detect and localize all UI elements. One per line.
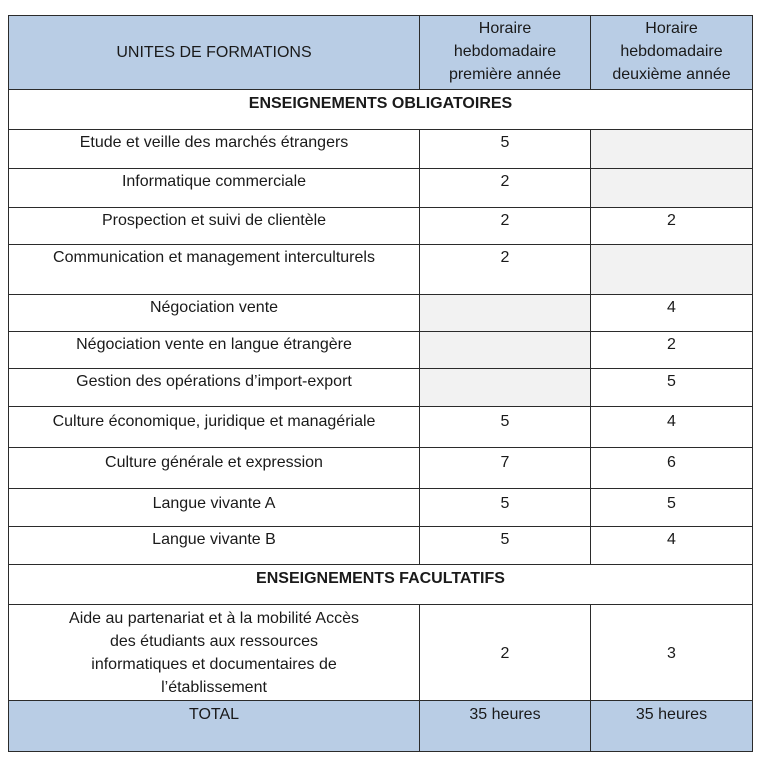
table-row [9,130,753,169]
table-row [9,245,753,295]
unit-name: Langue vivante B [9,527,420,565]
training-units-table [8,15,753,752]
table-row [9,605,753,701]
total-row [9,701,753,752]
year2-hours: 5 [591,369,753,407]
unit-name: Négociation vente [9,295,420,332]
unit-name: Culture économique, juridique et managériale [9,407,420,448]
section-title: ENSEIGNEMENTS OBLIGATOIRES [9,90,753,130]
table-row [9,369,753,407]
unit-name: Prospection et suivi de clientèle [9,208,420,245]
table-row [9,169,753,208]
table-row [9,489,753,527]
year1-hours-empty [420,332,591,369]
year1-hours: 2 [420,605,591,701]
year1-hours: 7 [420,448,591,489]
year2-hours: 4 [591,407,753,448]
total-year1: 35 heures [420,701,591,752]
section-row-optional [9,565,753,605]
year2-hours: 5 [591,489,753,527]
section-title: ENSEIGNEMENTS FACULTATIFS [9,565,753,605]
section-row-mandatory [9,90,753,130]
unit-name: Gestion des opérations d’import-export [9,369,420,407]
year1-hours: 2 [420,169,591,208]
year1-hours-empty [420,295,591,332]
year2-hours-empty [591,130,753,169]
year2-hours: 3 [591,605,753,701]
year1-hours: 5 [420,407,591,448]
table-row [9,208,753,245]
year1-header: Horaire hebdomadaire première année [420,16,591,90]
year2-hours: 2 [591,208,753,245]
unit-name: Aide au partenariat et à la mobilité Accès des étudiants aux ressources informatiques et documentaires de l’établissement [9,605,420,701]
year2-hours: 2 [591,332,753,369]
unit-name: Communication et management interculturels [9,245,420,295]
year2-hours: 4 [591,527,753,565]
unit-name: Négociation vente en langue étrangère [9,332,420,369]
year2-header: Horaire hebdomadaire deuxième année [591,16,753,90]
year1-hours: 2 [420,208,591,245]
year1-hours: 2 [420,245,591,295]
unit-name: Culture générale et expression [9,448,420,489]
unit-name: Langue vivante A [9,489,420,527]
year2-hours-empty [591,245,753,295]
table-row [9,295,753,332]
total-label: TOTAL [9,701,420,752]
year2-hours: 6 [591,448,753,489]
unit-name: Etude et veille des marchés étrangers [9,130,420,169]
year2-hours-empty [591,169,753,208]
table-row [9,448,753,489]
table-row [9,332,753,369]
header-row [9,16,753,90]
units-header: UNITES DE FORMATIONS [9,16,420,90]
total-year2: 35 heures [591,701,753,752]
year1-hours: 5 [420,489,591,527]
year1-hours-empty [420,369,591,407]
table-row [9,407,753,448]
year1-hours: 5 [420,130,591,169]
year2-hours: 4 [591,295,753,332]
unit-name: Informatique commerciale [9,169,420,208]
table-row [9,527,753,565]
year1-hours: 5 [420,527,591,565]
